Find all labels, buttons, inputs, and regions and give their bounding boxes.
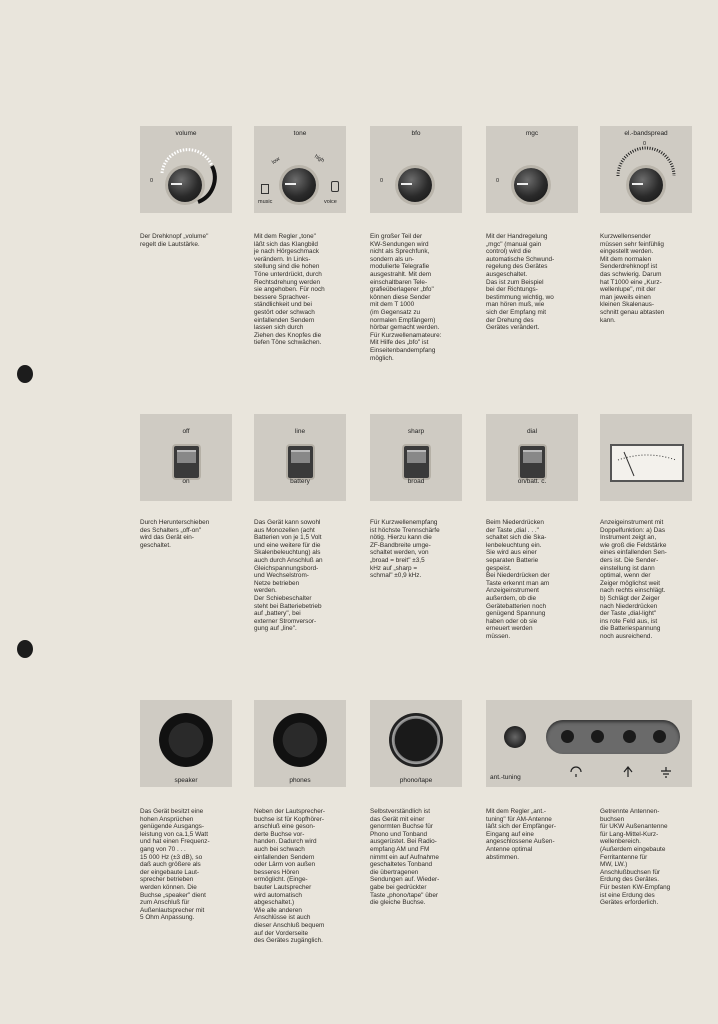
meter-needle-icon (612, 446, 682, 480)
volume-zero-mark: 0 (150, 178, 154, 184)
ant-tuning-description: Mit dem Regler „ant.- tuning" für AM-Antenne läßt sich der Empfänger- Eingang auf eine angeschlossene Außen- Antenne optimal abstimmen. (486, 808, 556, 861)
phono-tape-description: Selbstverständlich ist das Gerät mit einer genormten Buchse für Phono und Tonband ausgerüstet. Bei Radio- empfang AM und FM nimmt ein auf Aufnahme geschaltetes Tonband die übertragenen Sendungen auf. Wieder- gabe bei gedrückter Taste „phono/tape" über die gleiche Buchse. (370, 808, 440, 907)
line-battery-description: Das Gerät kann sowohl aus Monozellen (acht Batterien von je 1,5 Volt und eine weitere für die Skalenbeleuchtung) als auch durch Anschluß an Gleichspannungsbord- und Wechselstrom- Netze betrieben werden. Der Schiebeschalter steht bei Batteriebetrieb auf „battery", bei externer Stromversor- gung auf „line". (254, 519, 323, 633)
bfo-knob-panel (370, 126, 462, 213)
phones-socket[interactable] (273, 713, 327, 767)
line-battery-switch-panel (254, 414, 346, 501)
voice-icon (331, 181, 339, 192)
signal-meter (610, 444, 684, 482)
mgc-knob-panel (486, 126, 578, 213)
tone-voice-label: voice (324, 199, 337, 205)
phono-tape-label: phono/tape (399, 777, 433, 784)
ground-socket[interactable] (653, 730, 666, 743)
ant-tuning-knob[interactable] (504, 726, 526, 748)
speaker-description: Das Gerät besitzt eine hohen Ansprüchen genügende Ausgangs- leistung von ca.1,5 Watt und hat einen Frequenz- gang von 70 . . . 15 000 Hz (±3 dB), so daß auch größere als der eingebaute Laut- sprecher betrieben werden können. Die Buchse „speaker" dient zum Anschluß für Außenlautsprecher mit 5 Ohm Anpassung. (140, 808, 210, 922)
bandwidth-switch[interactable] (404, 446, 429, 478)
tone-high-label: high (313, 153, 326, 165)
tone-low-label: low (271, 156, 282, 166)
volume-label: volume (175, 130, 197, 137)
dial-description: Beim Niederdrücken der Taste „dial . . ." schaltet sich die Ska- lenbeleuchtung ein. Sie wird aus einer separaten Batterie gespeist. Bei Niederdrücken der Taste erkennt man am Anzeigeinstrument außerdem, ob die Gerätebatterien noch genügend Spannung haben oder ob sie erneuert werden müssen. (486, 519, 550, 640)
meter-panel (600, 414, 692, 501)
battery-label: battery (290, 478, 310, 485)
fm-dipole-icon (569, 766, 583, 778)
music-icon (261, 184, 269, 194)
binder-hole (17, 365, 33, 383)
ground-icon (659, 766, 673, 778)
bandspread-label: el.-bandspread (624, 130, 668, 137)
antenna-socket-strip (546, 720, 680, 754)
bandspread-knob[interactable] (629, 168, 663, 202)
phones-socket-panel (254, 700, 346, 787)
binder-hole (17, 640, 33, 658)
on-batt-label: on/batt. c. (517, 478, 547, 485)
power-switch[interactable] (174, 446, 199, 478)
mgc-zero-mark: 0 (496, 178, 500, 184)
tone-label: tone (293, 130, 307, 137)
mgc-description: Mit der Handregelung „mgc" (manual gain control) wird die automatische Schwund- regelung des Gerätes ausgeschaltet. Das ist zum Beispiel bei der Richtungs- bestimmung wichtig, wo man hören muß, wie sich der Empfang mit der Drehung des Gerätes verändert. (486, 233, 555, 332)
bfo-description: Ein großer Teil der KW-Sendungen wird nicht als Sprechfunk, sondern als un- modulierte Telegrafie ausgestrahlt. Mit dem einschaltbaren Tele- grafieüberlagerer „bfo" können diese Sender mit dem T 1000 (im Gegensatz zu normalen Empfängern) hörbar gemacht werden. Für Kurzwellenamateure: Mit Hilfe des „bfo" ist Einseitenbandempfang möglich. (370, 233, 442, 362)
phono-tape-socket-panel (370, 700, 462, 787)
speaker-socket-panel (140, 700, 232, 787)
tone-knob[interactable] (282, 168, 316, 202)
off-label: off (182, 428, 190, 435)
bandspread-knob-panel (600, 126, 692, 213)
speaker-socket[interactable] (159, 713, 213, 767)
antenna-socket-2[interactable] (591, 730, 604, 743)
line-battery-switch[interactable] (288, 446, 313, 478)
tone-music-label: music (258, 199, 273, 205)
bandwidth-switch-panel (370, 414, 462, 501)
volume-description: Der Drehknopf „volume" regelt die Lautstärke. (140, 233, 209, 248)
bandspread-zero-mark: 0 (643, 141, 647, 147)
bfo-knob[interactable] (398, 168, 432, 202)
speaker-label: speaker (174, 777, 198, 784)
antenna-arrow-icon (622, 766, 634, 778)
phono-tape-socket[interactable] (389, 713, 443, 767)
on-label: on (182, 478, 190, 485)
volume-knob-panel (140, 126, 232, 213)
bandwidth-description: Für Kurzwellenempfang ist höchste Trennschärfe nötig. Hierzu kann die ZF-Bandbreite umge- schaltet werden, von „broad = breit" ±3,5 kHz auf „sharp = schmal" ±0,9 kHz. (370, 519, 440, 580)
volume-knob[interactable] (168, 168, 202, 202)
phones-description: Neben der Lautsprecher- buchse ist für Kopfhörer- anschluß eine geson- derte Buchse vor- handen. Dadurch wird auch bei schwach einfallenden Sendern oder Lärm von außen besseres Hören ermöglicht. (Einge- bauter Lautsprecher wird automatisch abgeschaltet.) Wie alle anderen Anschlüsse ist auch dieser Anschluß bequem auf der Vorderseite des Gerätes zugänglich. (254, 808, 326, 945)
antenna-socket-3[interactable] (623, 730, 636, 743)
meter-description: Anzeigeinstrument mit Doppelfunktion: a) Das Instrument zeigt an, wie groß die Feldstärke eines einfallenden Sen- ders ist. Die Sender- einstellung ist dann optimal, wenn der Zeiger möglichst weit nach rechts einschlägt. b) Schlägt der Zeiger nach Niederdrücken der Taste „dial-light" ins rote Feld aus, ist die Batteriespannung noch ausreichend. (600, 519, 667, 640)
sharp-label: sharp (407, 428, 425, 435)
tone-knob-panel (254, 126, 346, 213)
bfo-label: bfo (411, 130, 421, 137)
mgc-label: mgc (525, 130, 539, 137)
mgc-knob[interactable] (514, 168, 548, 202)
bandspread-description: Kurzwellensender müssen sehr feinfühlig eingestellt werden. Mit dem normalen Senderdrehknopf ist das schwierig. Darum hat T1000 eine „Kurz- wellenlupe", mit der man jeweils einen kleinen Skalenaus- schnitt genau abtasten kann. (600, 233, 665, 324)
dial-button-panel (486, 414, 578, 501)
ant-tuning-label: ant.-tuning (490, 774, 521, 781)
antenna-sockets-description: Getrennte Antennen- buchsen für UKW Außenantenne für Lang-Mittel-Kurz- wellenbereich. (Außerdem eingebaute Ferritantenne für MW, LW.) Anschlußbuchsen für Erdung des Gerätes. Für besten KW-Empfang ist eine Erdung des Gerätes erforderlich. (600, 808, 671, 907)
dial-label: dial (526, 428, 538, 435)
bfo-zero-mark: 0 (380, 178, 384, 184)
phones-label: phones (289, 777, 311, 784)
power-switch-description: Durch Herunterschieben des Schalters „off-on" wird das Gerät ein- geschaltet. (140, 519, 210, 549)
antenna-panel (486, 700, 692, 787)
broad-label: broad (407, 478, 425, 485)
power-switch-panel (140, 414, 232, 501)
line-label: line (294, 428, 306, 435)
antenna-socket-1[interactable] (561, 730, 574, 743)
tone-description: Mit dem Regler „tone" läßt sich das Klangbild je nach Hörgeschmack verändern. In Links- stellung sind die hohen Töne unterdrückt, durch Rechtsdrehung werden sie angehoben. Für noch bessere Sprachver- ständlichkeit und bei gestört oder schwach einfallenden Sendern lassen sich durch Ziehen des Knopfes die tiefen Töne schwächen. (254, 233, 325, 347)
dial-light-button[interactable] (520, 446, 545, 478)
